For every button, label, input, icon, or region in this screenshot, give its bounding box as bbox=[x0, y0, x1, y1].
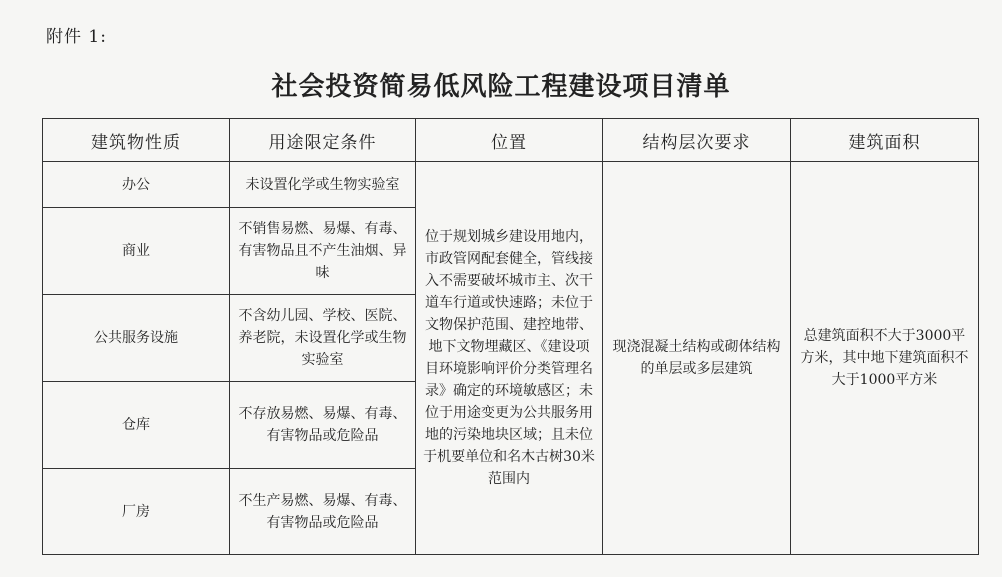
column-header-location: 位置 bbox=[416, 119, 603, 162]
building-type-cell: 办公 bbox=[43, 162, 230, 208]
project-list-table bbox=[42, 118, 979, 555]
area-cell: 总建筑面积不大于3000平方米，其中地下建筑面积不大于1000平方米 bbox=[791, 162, 979, 555]
page-title: 社会投资简易低风险工程建设项目清单 bbox=[271, 72, 731, 102]
usage-condition-cell: 不存放易燃、易爆、有毒、有害物品或危险品 bbox=[230, 382, 416, 469]
usage-condition-cell: 不销售易燃、易爆、有毒、有害物品且不产生油烟、异味 bbox=[230, 208, 416, 295]
usage-condition-cell: 不生产易燃、易爆、有毒、有害物品或危险品 bbox=[230, 469, 416, 555]
column-header-usage-condition: 用途限定条件 bbox=[230, 119, 416, 162]
attachment-label: 附件 1: bbox=[46, 27, 107, 47]
structure-cell: 现浇混凝土结构或砌体结构的单层或多层建筑 bbox=[603, 162, 791, 555]
usage-condition-cell: 不含幼儿园、学校、医院、养老院，未设置化学或生物实验室 bbox=[230, 295, 416, 382]
column-header-building-type: 建筑物性质 bbox=[43, 119, 230, 162]
building-type-cell: 厂房 bbox=[43, 469, 230, 555]
building-type-cell: 商业 bbox=[43, 208, 230, 295]
column-header-area: 建筑面积 bbox=[791, 119, 979, 162]
usage-condition-cell: 未设置化学或生物实验室 bbox=[230, 162, 416, 208]
column-header-structure: 结构层次要求 bbox=[603, 119, 791, 162]
location-cell: 位于规划城乡建设用地内，市政管网配套健全，管线接入不需要破坏城市主、次干道车行道或快速路；未位于文物保护范围、建控地带、地下文物埋藏区、《建设项目环境影响评价分类管理名录》确定的环境敏感区；未位于用途变更为公共服务用地的污染地块区域；且未位于机要单位和名木古树30米范围内 bbox=[416, 162, 603, 555]
table-header-row bbox=[43, 119, 979, 162]
building-type-cell: 公共服务设施 bbox=[43, 295, 230, 382]
building-type-cell: 仓库 bbox=[43, 382, 230, 469]
table-row bbox=[43, 162, 979, 208]
